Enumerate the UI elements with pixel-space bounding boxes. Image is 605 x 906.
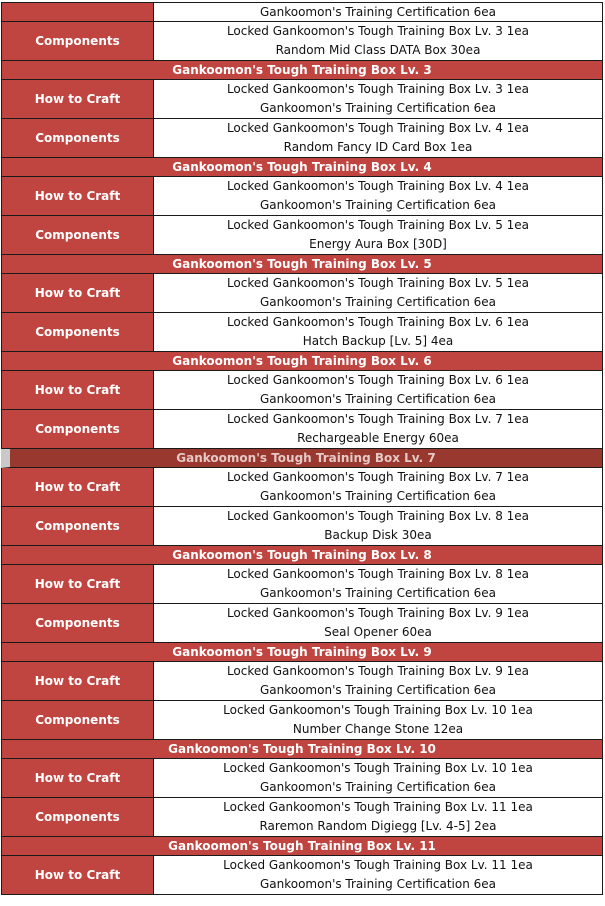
row-content: [154, 507, 602, 545]
content-line: Locked Gankoomon's Tough Training Box Lv. 3 1ea: [226, 82, 530, 96]
components-row: [1, 410, 603, 449]
content-line: Backup Disk 30ea: [324, 528, 432, 542]
section-list: [1, 61, 603, 895]
row-label: [2, 3, 154, 21]
how-to-craft-row: [1, 759, 603, 798]
components-row: [1, 604, 603, 643]
row-content: [154, 177, 602, 215]
section-title: Gankoomon's Tough Training Box Lv. 10: [1, 740, 603, 759]
row-label: How to Craft: [2, 565, 154, 603]
content-line: Energy Aura Box [30D]: [309, 237, 447, 251]
how-to-craft-row: [1, 662, 603, 701]
row-label: Components: [2, 507, 154, 545]
row-label: Components: [2, 22, 154, 60]
crafting-table: [1, 2, 603, 895]
row-label: Components: [2, 604, 154, 642]
row-label: How to Craft: [2, 468, 154, 506]
how-to-craft-row: [1, 468, 603, 507]
row-label: Components: [2, 410, 154, 448]
content-line: Locked Gankoomon's Tough Training Box Lv. 11 1ea: [223, 800, 533, 814]
section-title: Gankoomon's Tough Training Box Lv. 8: [1, 546, 603, 565]
components-row: [1, 313, 603, 352]
row-content: [154, 119, 602, 157]
content-line: Seal Opener 60ea: [324, 625, 432, 639]
row-label: How to Craft: [2, 80, 154, 118]
row-content: [154, 313, 602, 351]
section-title: Gankoomon's Tough Training Box Lv. 6: [1, 352, 603, 371]
row-label: Components: [2, 216, 154, 254]
row-label: Components: [2, 119, 154, 157]
how-to-craft-row: [1, 80, 603, 119]
content-line: Gankoomon's Training Certification 6ea: [259, 295, 497, 309]
content-line: Random Fancy ID Card Box 1ea: [283, 140, 473, 154]
row-label: How to Craft: [2, 856, 154, 894]
components-row: [1, 216, 603, 255]
row-label: How to Craft: [2, 662, 154, 700]
content-line: Gankoomon's Training Certification 6ea: [259, 586, 497, 600]
row-label: Components: [2, 313, 154, 351]
table-row: [1, 22, 603, 61]
components-row: [1, 119, 603, 158]
content-line: Gankoomon's Training Certification 6ea: [259, 4, 497, 19]
content-line: Locked Gankoomon's Tough Training Box Lv. 9 1ea: [226, 606, 530, 620]
row-content: [154, 22, 602, 60]
section-title: Gankoomon's Tough Training Box Lv. 5: [1, 255, 603, 274]
content-line: Random Mid Class DATA Box 30ea: [275, 43, 481, 57]
content-line: Locked Gankoomon's Tough Training Box Lv. 7 1ea: [226, 470, 530, 484]
row-content: [154, 371, 602, 409]
content-line: Locked Gankoomon's Tough Training Box Lv. 10 1ea: [223, 761, 533, 775]
content-line: Locked Gankoomon's Tough Training Box Lv. 9 1ea: [226, 664, 530, 678]
components-row: [1, 507, 603, 546]
section-title: Gankoomon's Tough Training Box Lv. 4: [1, 158, 603, 177]
row-content: [154, 410, 602, 448]
how-to-craft-row: [1, 371, 603, 410]
content-line: Gankoomon's Training Certification 6ea: [259, 489, 497, 503]
content-line: Locked Gankoomon's Tough Training Box Lv. 8 1ea: [226, 509, 530, 523]
row-content: [154, 565, 602, 603]
content-line: Locked Gankoomon's Tough Training Box Lv. 4 1ea: [226, 121, 530, 135]
how-to-craft-row: [1, 856, 603, 895]
how-to-craft-row: [1, 565, 603, 604]
row-content: [154, 274, 602, 312]
content-line: Locked Gankoomon's Tough Training Box Lv. 6 1ea: [226, 373, 530, 387]
content-line: Gankoomon's Training Certification 6ea: [259, 101, 497, 115]
row-label: How to Craft: [2, 274, 154, 312]
row-content: [154, 662, 602, 700]
section-title: Gankoomon's Tough Training Box Lv. 7: [1, 449, 603, 468]
section-title: Gankoomon's Tough Training Box Lv. 11: [1, 837, 603, 856]
row-label: How to Craft: [2, 371, 154, 409]
row-label: How to Craft: [2, 759, 154, 797]
content-line: Locked Gankoomon's Tough Training Box Lv. 10 1ea: [223, 703, 533, 717]
row-content: [154, 798, 602, 836]
row-content: [154, 80, 602, 118]
content-line: Locked Gankoomon's Tough Training Box Lv. 5 1ea: [226, 218, 530, 232]
row-label: Components: [2, 798, 154, 836]
content-line: Gankoomon's Training Certification 6ea: [259, 877, 497, 891]
content-line: Locked Gankoomon's Tough Training Box Lv. 3 1ea: [226, 24, 530, 38]
row-content: [154, 468, 602, 506]
row-label: How to Craft: [2, 177, 154, 215]
row-label: Components: [2, 701, 154, 739]
content-line: Locked Gankoomon's Tough Training Box Lv. 8 1ea: [226, 567, 530, 581]
content-line: Rechargeable Energy 60ea: [297, 431, 459, 445]
row-content: [154, 3, 602, 21]
content-line: Locked Gankoomon's Tough Training Box Lv. 5 1ea: [226, 276, 530, 290]
how-to-craft-row: [1, 274, 603, 313]
components-row: [1, 701, 603, 740]
content-line: Hatch Backup [Lv. 5] 4ea: [302, 334, 454, 348]
content-line: Number Change Stone 12ea: [292, 722, 464, 736]
content-line: Gankoomon's Training Certification 6ea: [259, 392, 497, 406]
content-line: Raremon Random Digiegg [Lv. 4-5] 2ea: [259, 819, 497, 833]
content-line: Locked Gankoomon's Tough Training Box Lv. 4 1ea: [226, 179, 530, 193]
content-line: Locked Gankoomon's Tough Training Box Lv. 6 1ea: [226, 315, 530, 329]
table-row: [1, 2, 603, 22]
components-row: [1, 798, 603, 837]
how-to-craft-row: [1, 177, 603, 216]
content-line: Gankoomon's Training Certification 6ea: [259, 198, 497, 212]
content-line: Gankoomon's Training Certification 6ea: [259, 780, 497, 794]
section-title: Gankoomon's Tough Training Box Lv. 9: [1, 643, 603, 662]
row-content: [154, 759, 602, 797]
content-line: Locked Gankoomon's Tough Training Box Lv. 11 1ea: [223, 858, 533, 872]
row-content: [154, 701, 602, 739]
row-content: [154, 216, 602, 254]
content-line: Locked Gankoomon's Tough Training Box Lv. 7 1ea: [226, 412, 530, 426]
section-title: Gankoomon's Tough Training Box Lv. 3: [1, 61, 603, 80]
content-line: Gankoomon's Training Certification 6ea: [259, 683, 497, 697]
row-content: [154, 856, 602, 894]
row-content: [154, 604, 602, 642]
